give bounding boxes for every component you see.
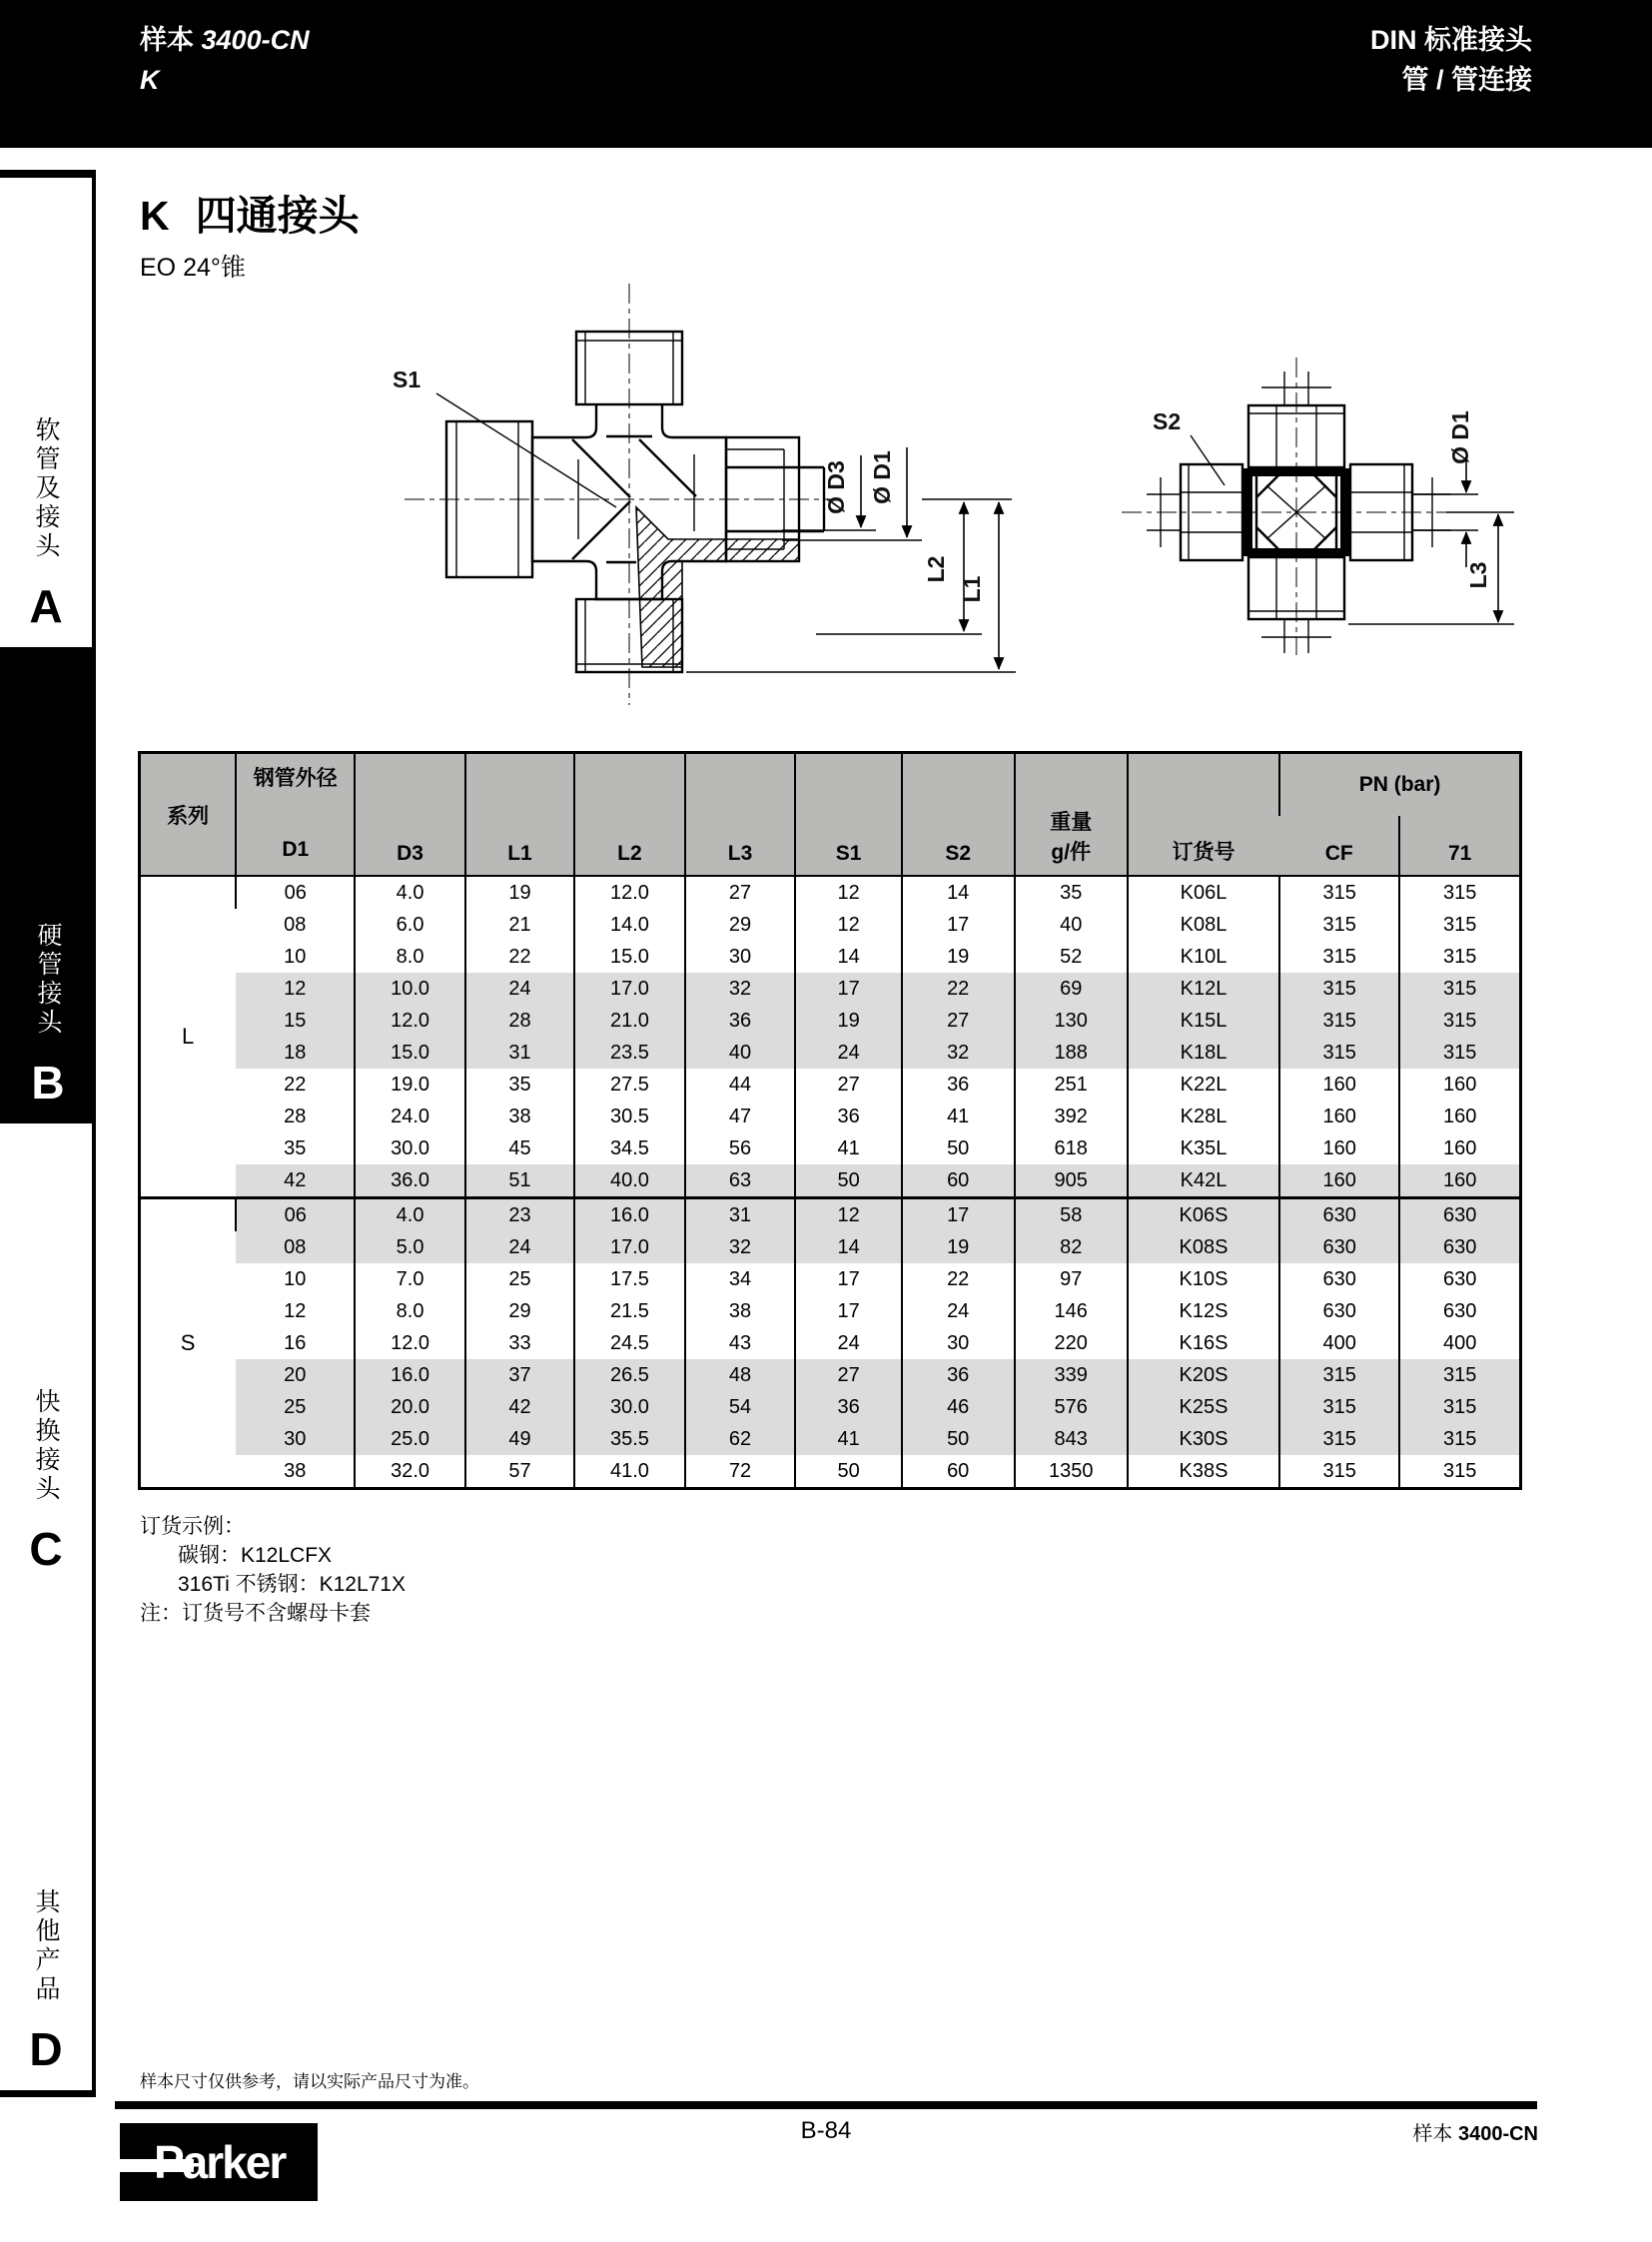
table-cell: 33 bbox=[465, 1327, 574, 1359]
table-row bbox=[140, 1295, 1521, 1327]
table-cell: 32.0 bbox=[355, 1455, 465, 1489]
table-cell: 37 bbox=[465, 1359, 574, 1391]
table-row bbox=[140, 1423, 1521, 1455]
table-cell: 72 bbox=[685, 1455, 796, 1489]
table-cell: 36 bbox=[902, 1069, 1015, 1101]
table-row bbox=[140, 1263, 1521, 1295]
header-page-code: K bbox=[140, 65, 160, 95]
table-cell: 17 bbox=[795, 1263, 901, 1295]
table-cell: 630 bbox=[1399, 1198, 1520, 1232]
table-cell: 23 bbox=[465, 1198, 574, 1232]
table-cell: 4.0 bbox=[355, 876, 465, 909]
table-cell: 41 bbox=[902, 1101, 1015, 1132]
table-row bbox=[140, 909, 1521, 941]
table-cell: 19 bbox=[465, 876, 574, 909]
table-cell: 315 bbox=[1399, 1423, 1520, 1455]
table-cell: 160 bbox=[1279, 1132, 1399, 1164]
table-cell: 630 bbox=[1279, 1198, 1399, 1232]
table-cell: 40.0 bbox=[574, 1164, 685, 1198]
col-header-pn: PN (bar) bbox=[1279, 753, 1520, 817]
table-cell: 630 bbox=[1279, 1231, 1399, 1263]
table-cell: 19 bbox=[902, 1231, 1015, 1263]
dim-label-s1: S1 bbox=[393, 367, 421, 392]
col-header-order: 订货号 bbox=[1128, 753, 1279, 877]
table-cell: 630 bbox=[1279, 1263, 1399, 1295]
ordering-note: 注：订货号不含螺母卡套 bbox=[140, 1602, 371, 1625]
table-cell: 21.0 bbox=[574, 1005, 685, 1037]
table-cell: 10 bbox=[284, 945, 307, 968]
ordering-example-title: 订货示例： bbox=[140, 1515, 245, 1538]
table-cell: 146 bbox=[1015, 1295, 1128, 1327]
col-header-71: 71 bbox=[1399, 816, 1520, 876]
table-cell: 24 bbox=[465, 973, 574, 1005]
table-cell: 36 bbox=[685, 1005, 796, 1037]
table-cell: 400 bbox=[1279, 1327, 1399, 1359]
table-cell: 15 bbox=[236, 1005, 355, 1037]
table-cell: 40 bbox=[685, 1037, 796, 1069]
series-cell: S bbox=[140, 1198, 237, 1489]
table-cell: 339 bbox=[1015, 1359, 1128, 1391]
header-catalog bbox=[140, 20, 310, 100]
page-title bbox=[140, 183, 360, 242]
table-cell: 41 bbox=[795, 1132, 901, 1164]
table-cell: 160 bbox=[1399, 1101, 1520, 1132]
section-view-drawing bbox=[385, 270, 1044, 709]
table-cell: 21.5 bbox=[574, 1295, 685, 1327]
table-cell: 62 bbox=[685, 1423, 796, 1455]
table-cell: 315 bbox=[1399, 909, 1520, 941]
table-cell: 12.0 bbox=[574, 876, 685, 909]
table-cell: K18L bbox=[1128, 1037, 1279, 1069]
table-cell: 43 bbox=[685, 1327, 796, 1359]
table-cell: 30 bbox=[902, 1327, 1015, 1359]
table-cell: 315 bbox=[1279, 876, 1399, 909]
table-cell: 32 bbox=[685, 973, 796, 1005]
table-cell: K08S bbox=[1128, 1231, 1279, 1263]
sidebar-letter-b: B bbox=[31, 1057, 65, 1109]
table-cell: 12.0 bbox=[355, 1005, 465, 1037]
table-cell: 12 bbox=[795, 876, 901, 909]
table-cell: 24 bbox=[795, 1327, 901, 1359]
sidebar-letter-c: C bbox=[29, 1523, 63, 1575]
table-cell: 24 bbox=[465, 1231, 574, 1263]
table-cell: 315 bbox=[1279, 1455, 1399, 1489]
sidebar-tab-d bbox=[0, 1590, 96, 2097]
table-row bbox=[140, 1391, 1521, 1423]
table-cell: 24 bbox=[902, 1295, 1015, 1327]
table-cell: 34.5 bbox=[574, 1132, 685, 1164]
sidebar-tab-c bbox=[0, 1123, 96, 1590]
table-cell: 14.0 bbox=[574, 909, 685, 941]
table-cell: 130 bbox=[1015, 1005, 1128, 1037]
col-header-weight: 重量 g/件 bbox=[1015, 753, 1128, 877]
table-cell: 40 bbox=[1015, 909, 1128, 941]
table-cell: 17 bbox=[795, 1295, 901, 1327]
table-cell: K30S bbox=[1128, 1423, 1279, 1455]
series-cell: L bbox=[140, 876, 237, 1198]
table-cell: 315 bbox=[1279, 909, 1399, 941]
dim-label-d3: Ø D3 bbox=[823, 460, 849, 514]
table-cell: 35.5 bbox=[574, 1423, 685, 1455]
table-cell: 30.5 bbox=[574, 1101, 685, 1132]
table-cell: 60 bbox=[902, 1455, 1015, 1489]
table-cell: 28 bbox=[465, 1005, 574, 1037]
table-cell: 12 bbox=[236, 973, 355, 1005]
table-cell: 5.0 bbox=[355, 1231, 465, 1263]
table-cell: 14 bbox=[795, 1231, 901, 1263]
table-body bbox=[140, 876, 1521, 1489]
table-cell: 160 bbox=[1399, 1164, 1520, 1198]
table-cell: 188 bbox=[1015, 1037, 1128, 1069]
table-cell: 315 bbox=[1279, 941, 1399, 973]
table-cell: 36.0 bbox=[355, 1164, 465, 1198]
table-cell: 25 bbox=[236, 1391, 355, 1423]
table-cell: 18 bbox=[236, 1037, 355, 1069]
ordering-example-316ti: 316Ti 不锈钢：K12L71X bbox=[178, 1573, 406, 1596]
table-cell: 49 bbox=[465, 1423, 574, 1455]
table-cell: 24.5 bbox=[574, 1327, 685, 1359]
table-cell: 50 bbox=[902, 1423, 1015, 1455]
table-row bbox=[140, 1198, 1521, 1232]
table-cell: 17.0 bbox=[574, 1231, 685, 1263]
sidebar-label-a: 软管及接头 bbox=[32, 416, 60, 561]
table-cell: 57 bbox=[465, 1455, 574, 1489]
table-cell: 31 bbox=[465, 1037, 574, 1069]
table-cell: 22 bbox=[284, 1073, 307, 1096]
table-cell: 630 bbox=[1279, 1295, 1399, 1327]
header-section bbox=[1370, 20, 1532, 100]
table-cell: 10.0 bbox=[355, 973, 465, 1005]
table-cell: 16 bbox=[284, 1331, 307, 1354]
col-header-s2: S2 bbox=[902, 753, 1015, 877]
table-cell: K16S bbox=[1128, 1327, 1279, 1359]
col-header-l3: L3 bbox=[685, 753, 796, 877]
table-cell: K15L bbox=[1128, 1005, 1279, 1037]
table-cell: 50 bbox=[902, 1132, 1015, 1164]
dim-label-l2: L2 bbox=[923, 555, 949, 583]
table-cell: 315 bbox=[1399, 973, 1520, 1005]
sidebar-top-border bbox=[0, 170, 96, 178]
table-cell: 12 bbox=[284, 1299, 307, 1322]
table-cell: 8.0 bbox=[355, 1295, 465, 1327]
table-cell: 315 bbox=[1399, 876, 1520, 909]
page-subtitle: EO 24°锥 bbox=[140, 254, 246, 282]
table-cell: 392 bbox=[1015, 1101, 1128, 1132]
table-cell: 06 bbox=[236, 876, 355, 909]
table-cell: 35 bbox=[284, 1136, 307, 1159]
table-row bbox=[140, 973, 1521, 1005]
table-cell: 160 bbox=[1399, 1069, 1520, 1101]
table-cell: 60 bbox=[902, 1164, 1015, 1198]
table-cell: 54 bbox=[685, 1391, 796, 1423]
table-cell: K08L bbox=[1128, 909, 1279, 941]
table-cell: 10 bbox=[284, 1267, 307, 1290]
external-view-drawing bbox=[1107, 338, 1546, 667]
footer-disclaimer: 样本尺寸仅供参考，请以实际产品尺寸为准。 bbox=[140, 2072, 479, 2091]
col-header-series: 系列 bbox=[167, 804, 210, 828]
table-cell: 50 bbox=[795, 1164, 901, 1198]
table-cell: 38 bbox=[685, 1295, 796, 1327]
table-cell: 29 bbox=[685, 909, 796, 941]
table-row bbox=[140, 1164, 1521, 1198]
table-cell: 30 bbox=[236, 1423, 355, 1455]
table-cell: 315 bbox=[1399, 1005, 1520, 1037]
table-cell: 35 bbox=[1015, 876, 1128, 909]
table-cell: 19 bbox=[795, 1005, 901, 1037]
table-cell: 56 bbox=[685, 1132, 796, 1164]
table-cell: 58 bbox=[1015, 1198, 1128, 1232]
page-title-code: K bbox=[140, 193, 170, 239]
table-cell: 315 bbox=[1279, 1359, 1399, 1391]
table-cell: 160 bbox=[1279, 1069, 1399, 1101]
table-cell: 42 bbox=[236, 1164, 355, 1198]
table-cell: 315 bbox=[1399, 1359, 1520, 1391]
table-row bbox=[140, 1069, 1521, 1101]
table-cell: 160 bbox=[1279, 1164, 1399, 1198]
table-cell: K06L bbox=[1128, 876, 1279, 909]
table-cell: 22 bbox=[465, 941, 574, 973]
page-title-name: 四通接头 bbox=[195, 193, 360, 239]
table-cell: 27 bbox=[795, 1359, 901, 1391]
table-cell: 315 bbox=[1399, 1037, 1520, 1069]
table-row bbox=[140, 941, 1521, 973]
dimension-table bbox=[138, 751, 1522, 1490]
table-cell: 220 bbox=[1015, 1327, 1128, 1359]
table-cell: 16.0 bbox=[574, 1198, 685, 1232]
table-row bbox=[140, 1455, 1521, 1489]
table-cell: 315 bbox=[1279, 1423, 1399, 1455]
table-cell: 160 bbox=[1279, 1101, 1399, 1132]
ordering-example-carbon: 碳钢：K12LCFX bbox=[178, 1544, 333, 1567]
table-row bbox=[140, 1327, 1521, 1359]
table-cell: 45 bbox=[465, 1132, 574, 1164]
table-cell: 82 bbox=[1015, 1231, 1128, 1263]
top-header-bar bbox=[0, 0, 1652, 148]
table-cell: 19.0 bbox=[355, 1069, 465, 1101]
table-cell: 8.0 bbox=[355, 941, 465, 973]
table-cell: K22L bbox=[1128, 1069, 1279, 1101]
table-cell: 315 bbox=[1279, 1391, 1399, 1423]
col-header-cf: CF bbox=[1324, 842, 1353, 865]
table-cell: 315 bbox=[1399, 941, 1520, 973]
table-cell: K38S bbox=[1128, 1455, 1279, 1489]
table-cell: 630 bbox=[1399, 1263, 1520, 1295]
table-cell: 16.0 bbox=[355, 1359, 465, 1391]
table-cell: 17 bbox=[902, 909, 1015, 941]
sidebar-label-b: 硬管接头 bbox=[34, 922, 62, 1038]
table-cell: 28 bbox=[284, 1105, 307, 1127]
sidebar-label-d: 其他产品 bbox=[32, 1888, 60, 2004]
table-cell: 42 bbox=[465, 1391, 574, 1423]
table-cell: 35 bbox=[465, 1069, 574, 1101]
table-cell: 50 bbox=[795, 1455, 901, 1489]
table-cell: 36 bbox=[902, 1359, 1015, 1391]
table-cell: 576 bbox=[1015, 1391, 1128, 1423]
table-cell: 1350 bbox=[1015, 1455, 1128, 1489]
table-cell: 843 bbox=[1015, 1423, 1128, 1455]
dim-label-l1: L1 bbox=[959, 575, 985, 603]
table-cell: 52 bbox=[1015, 941, 1128, 973]
table-cell: 30.0 bbox=[574, 1391, 685, 1423]
table-cell: 315 bbox=[1279, 973, 1399, 1005]
col-header-d1: 钢管外径 D1 bbox=[236, 753, 355, 877]
table-row bbox=[140, 1132, 1521, 1164]
table-row bbox=[140, 1231, 1521, 1263]
table-cell: 12 bbox=[795, 909, 901, 941]
table-cell: 15.0 bbox=[574, 941, 685, 973]
table-cell: 17 bbox=[902, 1198, 1015, 1232]
table-cell: 36 bbox=[795, 1391, 901, 1423]
col-header-s1: S1 bbox=[795, 753, 901, 877]
footer-rule bbox=[115, 2101, 1537, 2109]
table-cell: 315 bbox=[1399, 1455, 1520, 1489]
parker-logo-text: Parker bbox=[154, 2136, 286, 2188]
table-cell: 251 bbox=[1015, 1069, 1128, 1101]
table-cell: K35L bbox=[1128, 1132, 1279, 1164]
table-cell: K06S bbox=[1128, 1198, 1279, 1232]
table-cell: 630 bbox=[1399, 1231, 1520, 1263]
table-row bbox=[140, 876, 1521, 909]
table-cell: 97 bbox=[1015, 1263, 1128, 1295]
col-header-d3: D3 bbox=[355, 753, 465, 877]
header-section-line2: 管 / 管连接 bbox=[1401, 65, 1532, 95]
table-cell: 46 bbox=[902, 1391, 1015, 1423]
table-cell: 12.0 bbox=[355, 1327, 465, 1359]
table-cell: 44 bbox=[685, 1069, 796, 1101]
table-cell: 08 bbox=[236, 1231, 355, 1263]
table-cell: 21 bbox=[465, 909, 574, 941]
table-cell: K10L bbox=[1128, 941, 1279, 973]
table-cell: 25.0 bbox=[355, 1423, 465, 1455]
table-cell: 36 bbox=[795, 1101, 901, 1132]
table-cell: K28L bbox=[1128, 1101, 1279, 1132]
table-cell: 6.0 bbox=[355, 909, 465, 941]
col-header-l2: L2 bbox=[574, 753, 685, 877]
table-cell: 4.0 bbox=[355, 1198, 465, 1232]
table-cell: 27 bbox=[685, 876, 796, 909]
table-row bbox=[140, 1101, 1521, 1132]
table-cell: 19 bbox=[902, 941, 1015, 973]
table-cell: 315 bbox=[1399, 1391, 1520, 1423]
table-cell: 315 bbox=[1279, 1037, 1399, 1069]
table-cell: K25S bbox=[1128, 1391, 1279, 1423]
table-cell: 06 bbox=[236, 1198, 355, 1232]
table-cell: 22 bbox=[902, 973, 1015, 1005]
table-cell: 47 bbox=[685, 1101, 796, 1132]
table-cell: 160 bbox=[1399, 1132, 1520, 1164]
table-cell: 905 bbox=[1015, 1164, 1128, 1198]
table-cell: 400 bbox=[1399, 1327, 1520, 1359]
col-header-pipe-od: 钢管外径 bbox=[253, 767, 338, 790]
table-cell: 51 bbox=[465, 1164, 574, 1198]
sidebar-letter-a: A bbox=[29, 580, 63, 632]
table-cell: 12 bbox=[795, 1198, 901, 1232]
table-row bbox=[140, 1005, 1521, 1037]
table-cell: 08 bbox=[284, 913, 307, 936]
sidebar-label-c: 快换接头 bbox=[32, 1388, 60, 1504]
table-cell: 27 bbox=[902, 1005, 1015, 1037]
table-cell: 23.5 bbox=[574, 1037, 685, 1069]
ordering-notes bbox=[140, 1512, 406, 1628]
dim-label-l3: L3 bbox=[1465, 561, 1491, 589]
table-cell: 17 bbox=[795, 973, 901, 1005]
table-cell: K10S bbox=[1128, 1263, 1279, 1295]
col-header-l1: L1 bbox=[465, 753, 574, 877]
table-row bbox=[140, 1359, 1521, 1391]
header-catalog-line: 样本 3400-CN bbox=[140, 25, 310, 55]
header-section-line1: DIN 标准接头 bbox=[1370, 25, 1532, 55]
table-row bbox=[140, 1037, 1521, 1069]
table-cell: 15.0 bbox=[355, 1037, 465, 1069]
table-cell: 14 bbox=[795, 941, 901, 973]
table-cell: 26.5 bbox=[574, 1359, 685, 1391]
parker-logo bbox=[120, 2123, 318, 2201]
table-cell: 20 bbox=[236, 1359, 355, 1391]
dim-label-d1: Ø D1 bbox=[869, 450, 895, 504]
table-cell: 17.5 bbox=[574, 1263, 685, 1295]
dim-label-d1-ext: Ø D1 bbox=[1447, 410, 1473, 464]
table-cell: 29 bbox=[465, 1295, 574, 1327]
table-cell: 38 bbox=[465, 1101, 574, 1132]
table-cell: 24.0 bbox=[355, 1101, 465, 1132]
table-cell: 27 bbox=[795, 1069, 901, 1101]
table-cell: 17.0 bbox=[574, 973, 685, 1005]
dim-label-s2: S2 bbox=[1153, 408, 1182, 434]
table-cell: 20.0 bbox=[355, 1391, 465, 1423]
table-cell: 7.0 bbox=[355, 1263, 465, 1295]
table-cell: 31 bbox=[685, 1198, 796, 1232]
table-cell: 32 bbox=[685, 1231, 796, 1263]
table-cell: 618 bbox=[1015, 1132, 1128, 1164]
table-cell: 14 bbox=[902, 876, 1015, 909]
table-cell: K42L bbox=[1128, 1164, 1279, 1198]
table-cell: 48 bbox=[685, 1359, 796, 1391]
sidebar-tab-b bbox=[0, 647, 96, 1123]
sidebar-tab-a bbox=[0, 178, 96, 647]
table-cell: 30.0 bbox=[355, 1132, 465, 1164]
table-cell: K12L bbox=[1128, 973, 1279, 1005]
table-cell: K12S bbox=[1128, 1295, 1279, 1327]
table-cell: 630 bbox=[1399, 1295, 1520, 1327]
table-cell: K20S bbox=[1128, 1359, 1279, 1391]
table-cell: 22 bbox=[902, 1263, 1015, 1295]
table-cell: 25 bbox=[465, 1263, 574, 1295]
table-cell: 41.0 bbox=[574, 1455, 685, 1489]
table-cell: 30 bbox=[685, 941, 796, 973]
footer-catalog: 样本 3400-CN bbox=[1412, 2123, 1538, 2145]
table-cell: 32 bbox=[902, 1037, 1015, 1069]
sidebar-letter-d: D bbox=[29, 2023, 63, 2075]
table-cell: 315 bbox=[1279, 1005, 1399, 1037]
table-cell: 24 bbox=[795, 1037, 901, 1069]
table-cell: 63 bbox=[685, 1164, 796, 1198]
table-cell: 34 bbox=[685, 1263, 796, 1295]
table-cell: 69 bbox=[1015, 973, 1128, 1005]
table-cell: 41 bbox=[795, 1423, 901, 1455]
table-cell: 27.5 bbox=[574, 1069, 685, 1101]
table-cell: 38 bbox=[284, 1459, 307, 1482]
footer-page-number: B-84 bbox=[800, 2117, 852, 2144]
